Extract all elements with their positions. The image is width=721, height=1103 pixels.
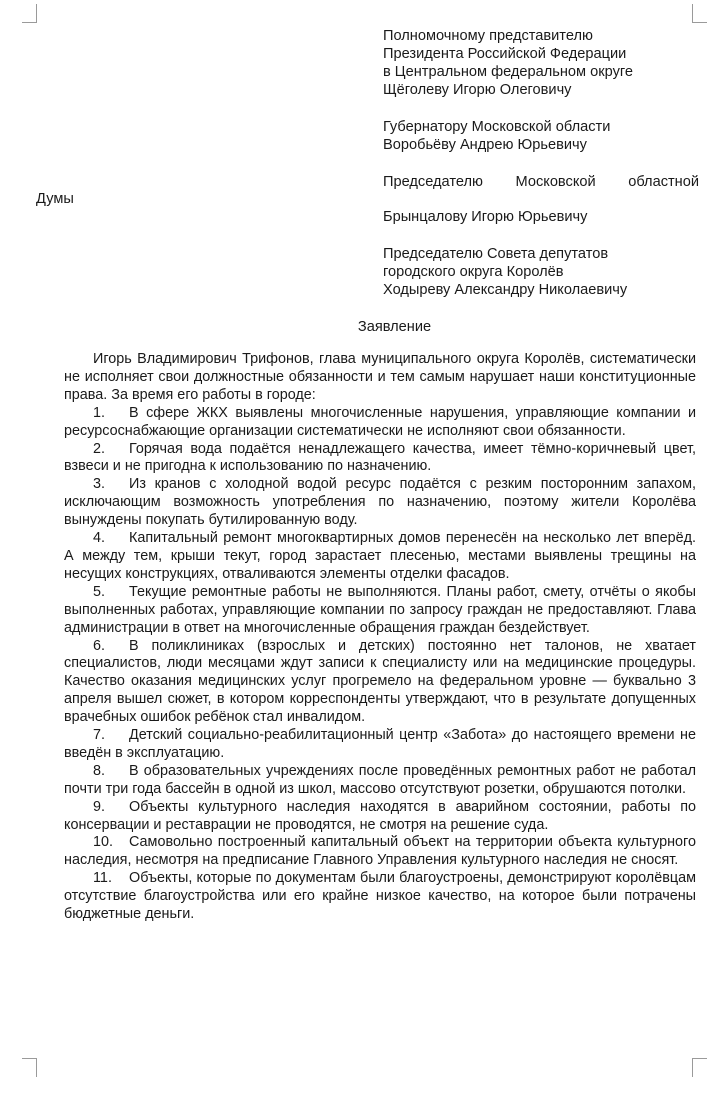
item-number: 2. — [93, 440, 106, 457]
item-number: 5. — [93, 583, 106, 600]
item-text: Текущие ремонтные работы не выполняются. Планы работ, смету, отчёты о якобы выполненных работах, управляющие компании по запросу граждан не предоставляют. Глава администрации в ответ на многочисленные обращения граждан бездействует. — [64, 583, 696, 636]
list-item — [64, 834, 696, 870]
item-number: 6. — [93, 637, 106, 654]
list-item — [64, 405, 696, 441]
item-number: 9. — [93, 798, 106, 815]
addressee-duma-chairman: Председателю Московской областной — [383, 174, 699, 190]
item-text: Детский социально-реабилитационный центр «Забота» до настоящего времени не введён в эксплуатацию. — [64, 727, 696, 761]
item-text: В сфере ЖКХ выявлены многочисленные нарушения, управляющие компании и ресурсоснабжающие организации систематически не исполняют свои обязанности. — [64, 404, 696, 439]
item-text: В образовательных учреждениях после проведённых ремонтных работ не работал почти три года бассейн в одной из школ, массово отсутствуют розетки, обрушаются потолки. — [64, 762, 696, 797]
list-item — [64, 530, 696, 584]
statement-body — [64, 351, 696, 924]
list-item — [64, 441, 696, 477]
item-text: В поликлиниках (взрослых и детских) постоянно нет талонов, не хватает специалистов, люди месяцами ждут записи к специалисту или на медицинские процедуры. Качество оказания медицинских услуг прогремело на федеральном уровне — буквально 3 апреля вышел сюжет, в котором корреспонденты утверждают, что в результате допущенных врачебных ошибок ребёнок стал инвалидом. — [64, 637, 696, 726]
intro-paragraph: Игорь Владимирович Трифонов, глава муниципального округа Королёв, систематически не исполняет свои должностные обязанности и тем самым нарушает наши конституционные права. За время его работы в городе: — [64, 351, 696, 403]
addressee-council-chairman: Председателю Совета депутатов городского округа Королёв Ходыреву Александру Николаевичу — [383, 246, 628, 298]
item-text: Объекты, которые по документам были благоустроены, демонстрируют королёвцам отсутствие благоустройства или его крайне низкое качество, на которое были потрачены бюджетные деньги. — [64, 870, 696, 923]
list-item — [64, 870, 696, 924]
item-number: 1. — [93, 404, 106, 421]
list-item — [64, 727, 696, 763]
list-item — [64, 638, 696, 728]
list-item — [64, 763, 696, 799]
list-item — [64, 476, 696, 530]
addressee-governor: Губернатору Московской области Воробьёву Андрею Юрьевичу — [383, 119, 611, 153]
item-text: Капитальный ремонт многоквартирных домов перенесён на несколько лет вперёд. А между тем, крыши текут, город зарастает плесенью, местами выявлены трещины на несущих конструкциях, отваливаются элементы отделки фасадов. — [64, 530, 696, 582]
item-number: 7. — [93, 727, 106, 744]
crop-mark-bottom-right — [692, 1058, 707, 1077]
list-item — [64, 584, 696, 638]
addressee-duma-chairman-name: Брынцалову Игорю Юрьевичу — [383, 209, 588, 225]
item-text: Самовольно построенный капитальный объект на территории объекта культурного наследия, несмотря на предписание Главного Управления культурного наследия не сносят. — [64, 834, 696, 869]
item-number: 3. — [93, 476, 106, 493]
crop-mark-top-right — [692, 4, 707, 23]
crop-mark-bottom-left — [22, 1058, 37, 1077]
crop-mark-top-left — [22, 4, 37, 23]
item-number: 11. — [93, 870, 112, 887]
item-number: 4. — [93, 530, 106, 547]
list-item — [64, 799, 696, 835]
item-text: Из кранов с холодной водой ресурс подаётся с резким посторонним запахом, исключающим возможность употребления по назначению, поэтому жители Королёва вынуждены покупать бутилированную воду. — [64, 476, 696, 529]
item-text: Горячая вода подаётся ненадлежащего качества, имеет тёмно-коричневый цвет, взвеси и не пригодна к использованию по назначению. — [64, 440, 696, 475]
item-text: Объекты культурного наследия находятся в аварийном состоянии, работы по консервации и реставрации не проводятся, не смотря на решение суда. — [64, 798, 696, 833]
addressee-presidential-envoy: Полномочному представителю Президента Российской Федерации в Центральном федеральном округе Щёголеву Игорю Олеговичу — [383, 28, 633, 98]
document-title: Заявление — [357, 319, 432, 335]
item-number: 10. — [93, 834, 114, 851]
stray-word-dumy: Думы — [36, 191, 74, 207]
item-number: 8. — [93, 762, 106, 779]
